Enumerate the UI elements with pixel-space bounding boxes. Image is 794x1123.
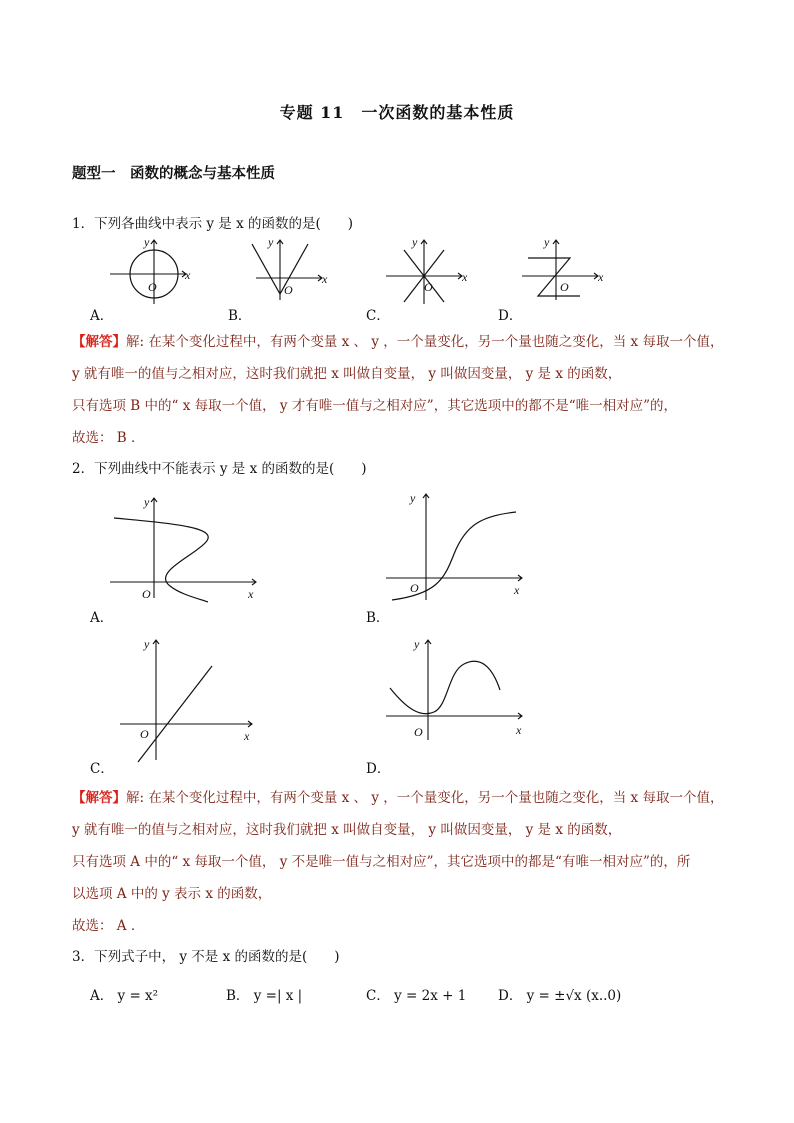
q2-option-a: A． — [90, 610, 114, 626]
q1-option-a: A． — [90, 308, 114, 324]
x-label: x — [322, 272, 328, 286]
q2-answer-line-5: 故选： A ． — [72, 918, 145, 934]
origin-label: O — [148, 280, 157, 294]
q1-graph-a — [110, 234, 200, 304]
y-label: y — [544, 235, 550, 249]
q1-graph-c — [386, 234, 476, 304]
origin-label: O — [140, 727, 149, 741]
x-label: x — [514, 583, 520, 597]
wave-curve — [390, 661, 500, 713]
q2-option-d: D． — [366, 761, 391, 777]
q1-answer-line-1: 【解答】解: 在某个变化过程中，有两个变量 x 、 y ，一个量变化，另一个量也随之变化，当 x 每取一个值， — [72, 334, 724, 350]
q2-answer-line-3: 只有选项 A 中的“ x 每取一个值， y 不是唯一值与之相对应”，其它选项中的都是“有唯一相对应”的，所 — [72, 854, 691, 870]
question-1-stem: 1．下列各曲线中表示 y 是 x 的函数的是( ) — [72, 216, 354, 232]
q2-graph-a — [110, 494, 270, 604]
q3-option-c: C． y = 2x + 1 — [366, 988, 467, 1004]
q3-option-a: A． y = x² — [90, 988, 159, 1004]
y-label: y — [412, 235, 418, 249]
q2-graph-d — [386, 636, 536, 746]
x-label: x — [185, 268, 191, 282]
q1-graph-b — [246, 234, 336, 304]
origin-label: O — [410, 581, 419, 595]
q2-graph-c — [120, 636, 270, 766]
origin-label: O — [424, 280, 433, 294]
question-3-stem: 3．下列式子中， y 不是 x 的函数的是( ) — [72, 949, 340, 965]
q2-answer-line-4: 以选项 A 中的 y 表示 x 的函数， — [72, 886, 272, 902]
page-title: 专题 11 一次函数的基本性质 — [279, 103, 515, 122]
y-label: y — [144, 495, 150, 509]
q2-option-c: C． — [90, 761, 114, 777]
answer-tag: 【解答】 — [72, 334, 126, 350]
s-curve — [114, 518, 208, 602]
q1-graph-d — [522, 234, 612, 304]
x-label: x — [598, 270, 604, 284]
x-label: x — [248, 587, 254, 601]
origin-label: O — [142, 587, 151, 601]
q1-option-d: D． — [498, 308, 523, 324]
q1-answer-line-3: 只有选项 B 中的“ x 每取一个值， y 才有唯一值与之相对应”，其它选项中的都不是“唯一相对应”的， — [72, 398, 678, 414]
y-label: y — [268, 235, 274, 249]
q2-answer-line-1: 【解答】解: 在某个变化过程中，有两个变量 x 、 y ，一个量变化，另一个量也随之变化，当 x 每取一个值， — [72, 790, 724, 806]
origin-label: O — [284, 283, 293, 297]
x-label: x — [516, 723, 522, 737]
z-curve — [528, 258, 580, 296]
x-label: x — [462, 270, 468, 284]
origin-label: O — [560, 280, 569, 294]
y-label: y — [410, 491, 416, 505]
origin-label: O — [414, 725, 423, 739]
q2-answer-line-2: y 就有唯一的值与之相对应，这时我们就把 x 叫做自变量， y 叫做因变量， y 是 x 的函数， — [72, 822, 622, 838]
y-label: y — [414, 637, 420, 651]
q2-option-b: B． — [366, 610, 390, 626]
y-label: y — [144, 637, 150, 651]
q3-option-d: D． y = ±√x (x..0) — [498, 988, 622, 1004]
y-label: y — [144, 235, 150, 249]
question-2-stem: 2．下列曲线中不能表示 y 是 x 的函数的是( ) — [72, 461, 367, 477]
section-heading: 题型一 函数的概念与基本性质 — [72, 165, 275, 182]
x-label: x — [244, 729, 250, 743]
q3-option-b: B． y =| x | — [226, 988, 303, 1004]
q1-option-c: C． — [366, 308, 390, 324]
q1-answer-line-4: 故选： B ． — [72, 430, 145, 446]
q2-graph-b — [386, 490, 536, 604]
q1-answer-line-2: y 就有唯一的值与之相对应，这时我们就把 x 叫做自变量， y 叫做因变量， y 是 x 的函数， — [72, 366, 622, 382]
q1-option-b: B． — [228, 308, 252, 324]
straight-line — [138, 666, 212, 762]
answer-tag: 【解答】 — [72, 790, 126, 806]
